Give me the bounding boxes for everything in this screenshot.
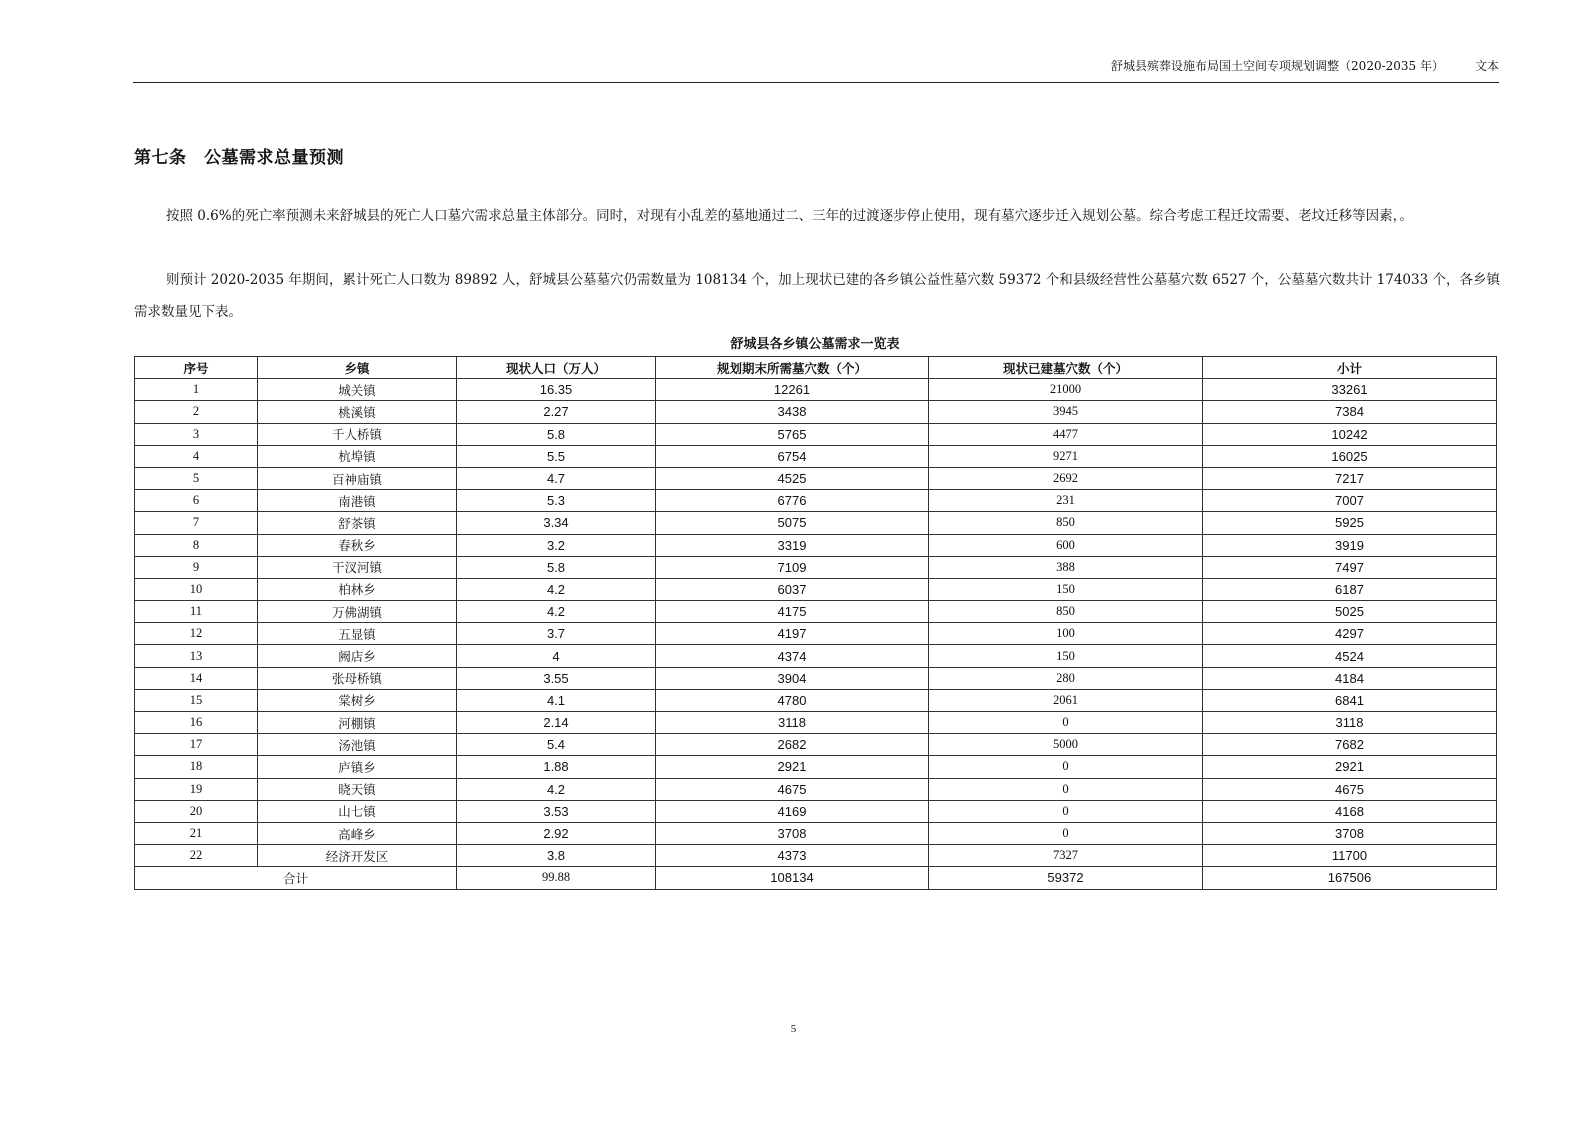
row-subtotal: 7682 xyxy=(1203,734,1497,756)
row-subtotal: 4168 xyxy=(1203,800,1497,822)
row-subtotal: 4184 xyxy=(1203,667,1497,689)
row-required: 4780 xyxy=(656,689,929,711)
row-town: 阙店乡 xyxy=(258,645,457,667)
row-town: 城关镇 xyxy=(258,379,457,401)
row-town: 棠树乡 xyxy=(258,689,457,711)
row-subtotal: 5925 xyxy=(1203,512,1497,534)
row-index: 4 xyxy=(135,445,258,467)
table-row xyxy=(135,401,1497,423)
header-title: 舒城县殡葬设施布局国土空间专项规划调整（2020-2035 年） xyxy=(1111,59,1444,73)
row-population: 4.2 xyxy=(457,601,656,623)
row-required: 5075 xyxy=(656,512,929,534)
table-row xyxy=(135,667,1497,689)
table-header-row xyxy=(135,357,1497,379)
row-population: 4.7 xyxy=(457,467,656,489)
row-existing: 3945 xyxy=(929,401,1203,423)
row-town: 舒茶镇 xyxy=(258,512,457,534)
row-town: 山七镇 xyxy=(258,800,457,822)
row-population: 4 xyxy=(457,645,656,667)
row-existing: 21000 xyxy=(929,379,1203,401)
row-existing: 7327 xyxy=(929,845,1203,867)
row-index: 13 xyxy=(135,645,258,667)
row-town: 高峰乡 xyxy=(258,822,457,844)
row-required: 7109 xyxy=(656,556,929,578)
row-town: 桃溪镇 xyxy=(258,401,457,423)
row-population: 5.4 xyxy=(457,734,656,756)
row-existing: 150 xyxy=(929,645,1203,667)
row-required: 5765 xyxy=(656,423,929,445)
row-existing: 100 xyxy=(929,623,1203,645)
row-town: 千人桥镇 xyxy=(258,423,457,445)
row-required: 4169 xyxy=(656,800,929,822)
row-population: 5.3 xyxy=(457,490,656,512)
row-subtotal: 7217 xyxy=(1203,467,1497,489)
row-subtotal: 4675 xyxy=(1203,778,1497,800)
row-subtotal: 3708 xyxy=(1203,822,1497,844)
row-population: 5.5 xyxy=(457,445,656,467)
header-cell-population: 现状人口（万人） xyxy=(457,357,656,379)
table-row xyxy=(135,623,1497,645)
table-row xyxy=(135,512,1497,534)
total-existing: 59372 xyxy=(929,867,1203,889)
row-existing: 150 xyxy=(929,578,1203,600)
row-population: 16.35 xyxy=(457,379,656,401)
row-town: 万佛湖镇 xyxy=(258,601,457,623)
paragraph-1: 按照 0.6%的死亡率预测未来舒城县的死亡人口墓穴需求总量主体部分。同时，对现有小乱差的墓地通过二、三年的过渡逐步停止使用，现有墓穴逐步迁入规划公墓。综合考虑工程迁坟需要、老坟迁移等因素，。 xyxy=(166,208,1413,224)
row-existing: 0 xyxy=(929,778,1203,800)
row-population: 3.34 xyxy=(457,512,656,534)
row-index: 1 xyxy=(135,379,258,401)
row-population: 3.2 xyxy=(457,534,656,556)
row-required: 6037 xyxy=(656,578,929,600)
row-required: 3319 xyxy=(656,534,929,556)
page-number: 5 xyxy=(790,1023,797,1035)
row-population: 2.92 xyxy=(457,822,656,844)
row-town: 张母桥镇 xyxy=(258,667,457,689)
row-index: 3 xyxy=(135,423,258,445)
row-subtotal: 11700 xyxy=(1203,845,1497,867)
row-required: 4373 xyxy=(656,845,929,867)
table-row xyxy=(135,756,1497,778)
row-required: 3708 xyxy=(656,822,929,844)
row-index: 21 xyxy=(135,822,258,844)
row-town: 晓天镇 xyxy=(258,778,457,800)
row-subtotal: 7497 xyxy=(1203,556,1497,578)
row-population: 5.8 xyxy=(457,556,656,578)
row-index: 10 xyxy=(135,578,258,600)
row-population: 3.8 xyxy=(457,845,656,867)
row-subtotal: 10242 xyxy=(1203,423,1497,445)
table-row xyxy=(135,734,1497,756)
row-required: 3904 xyxy=(656,667,929,689)
total-label: 合计 xyxy=(135,867,457,889)
row-existing: 231 xyxy=(929,490,1203,512)
table-row xyxy=(135,645,1497,667)
row-town: 柏林乡 xyxy=(258,578,457,600)
row-subtotal: 4297 xyxy=(1203,623,1497,645)
row-existing: 280 xyxy=(929,667,1203,689)
row-subtotal: 2921 xyxy=(1203,756,1497,778)
table-total-row xyxy=(135,867,1497,889)
row-index: 6 xyxy=(135,490,258,512)
row-index: 15 xyxy=(135,689,258,711)
row-town: 百神庙镇 xyxy=(258,467,457,489)
row-required: 2682 xyxy=(656,734,929,756)
row-town: 春秋乡 xyxy=(258,534,457,556)
page-header xyxy=(133,56,1499,83)
row-town: 汤池镇 xyxy=(258,734,457,756)
paragraph-2: 则预计 2020-2035 年期间，累计死亡人口数为 89892 人，舒城县公墓墓穴仍需数量为 108134 个，加上现状已建的各乡镇公益性墓穴数 59372 个和县级经营性公墓墓穴数 6527 个，公墓墓穴数共计 174033 个，各乡镇需求数量见下表。 xyxy=(134,272,1500,320)
table-row xyxy=(135,778,1497,800)
row-town: 河棚镇 xyxy=(258,712,457,734)
row-population: 4.2 xyxy=(457,578,656,600)
table-row xyxy=(135,379,1497,401)
header-cell-existing: 现状已建墓穴数（个） xyxy=(929,357,1203,379)
table-row xyxy=(135,467,1497,489)
row-population: 2.27 xyxy=(457,401,656,423)
row-existing: 388 xyxy=(929,556,1203,578)
row-town: 经济开发区 xyxy=(258,845,457,867)
header-cell-index: 序号 xyxy=(135,357,258,379)
row-subtotal: 3919 xyxy=(1203,534,1497,556)
row-population: 4.2 xyxy=(457,778,656,800)
header-cell-required: 规划期末所需墓穴数（个） xyxy=(656,357,929,379)
row-town: 南港镇 xyxy=(258,490,457,512)
row-required: 4675 xyxy=(656,778,929,800)
row-subtotal: 3118 xyxy=(1203,712,1497,734)
demand-table xyxy=(134,356,1497,890)
row-subtotal: 4524 xyxy=(1203,645,1497,667)
table-row xyxy=(135,845,1497,867)
row-existing: 2061 xyxy=(929,689,1203,711)
row-required: 12261 xyxy=(656,379,929,401)
table-row xyxy=(135,556,1497,578)
row-required: 4197 xyxy=(656,623,929,645)
row-subtotal: 7384 xyxy=(1203,401,1497,423)
row-index: 16 xyxy=(135,712,258,734)
row-index: 22 xyxy=(135,845,258,867)
table-row xyxy=(135,445,1497,467)
row-required: 4374 xyxy=(656,645,929,667)
row-subtotal: 5025 xyxy=(1203,601,1497,623)
row-existing: 9271 xyxy=(929,445,1203,467)
row-subtotal: 7007 xyxy=(1203,490,1497,512)
row-population: 2.14 xyxy=(457,712,656,734)
table-row xyxy=(135,423,1497,445)
row-index: 9 xyxy=(135,556,258,578)
table-row xyxy=(135,689,1497,711)
table-row xyxy=(135,534,1497,556)
row-required: 3118 xyxy=(656,712,929,734)
row-required: 6776 xyxy=(656,490,929,512)
row-index: 5 xyxy=(135,467,258,489)
total-required: 108134 xyxy=(656,867,929,889)
row-index: 20 xyxy=(135,800,258,822)
row-subtotal: 16025 xyxy=(1203,445,1497,467)
table-row xyxy=(135,578,1497,600)
row-required: 2921 xyxy=(656,756,929,778)
table-row xyxy=(135,490,1497,512)
row-index: 2 xyxy=(135,401,258,423)
row-population: 4.1 xyxy=(457,689,656,711)
row-population: 5.8 xyxy=(457,423,656,445)
table-row xyxy=(135,800,1497,822)
row-existing: 850 xyxy=(929,512,1203,534)
row-subtotal: 6841 xyxy=(1203,689,1497,711)
row-town: 杭埠镇 xyxy=(258,445,457,467)
header-cell-town: 乡镇 xyxy=(258,357,457,379)
row-town: 干汊河镇 xyxy=(258,556,457,578)
row-required: 6754 xyxy=(656,445,929,467)
total-population: 99.88 xyxy=(457,867,656,889)
row-subtotal: 33261 xyxy=(1203,379,1497,401)
table-body xyxy=(135,379,1497,867)
row-index: 11 xyxy=(135,601,258,623)
table-row xyxy=(135,712,1497,734)
row-index: 17 xyxy=(135,734,258,756)
row-existing: 850 xyxy=(929,601,1203,623)
row-required: 3438 xyxy=(656,401,929,423)
row-subtotal: 6187 xyxy=(1203,578,1497,600)
row-town: 庐镇乡 xyxy=(258,756,457,778)
table-row xyxy=(135,822,1497,844)
total-subtotal: 167506 xyxy=(1203,867,1497,889)
row-index: 19 xyxy=(135,778,258,800)
row-existing: 4477 xyxy=(929,423,1203,445)
row-existing: 0 xyxy=(929,800,1203,822)
row-population: 3.55 xyxy=(457,667,656,689)
row-population: 3.7 xyxy=(457,623,656,645)
row-population: 3.53 xyxy=(457,800,656,822)
table-row xyxy=(135,601,1497,623)
article-title: 第七条 公墓需求总量预测 xyxy=(134,148,344,168)
row-index: 7 xyxy=(135,512,258,534)
header-cell-subtotal: 小计 xyxy=(1203,357,1497,379)
row-index: 14 xyxy=(135,667,258,689)
row-required: 4525 xyxy=(656,467,929,489)
row-existing: 2692 xyxy=(929,467,1203,489)
row-existing: 5000 xyxy=(929,734,1203,756)
table-caption: 舒城县各乡镇公墓需求一览表 xyxy=(730,337,900,352)
header-tag: 文本 xyxy=(1474,59,1499,73)
row-existing: 0 xyxy=(929,712,1203,734)
row-existing: 0 xyxy=(929,822,1203,844)
row-town: 五显镇 xyxy=(258,623,457,645)
row-required: 4175 xyxy=(656,601,929,623)
row-index: 18 xyxy=(135,756,258,778)
row-population: 1.88 xyxy=(457,756,656,778)
row-index: 8 xyxy=(135,534,258,556)
row-index: 12 xyxy=(135,623,258,645)
row-existing: 0 xyxy=(929,756,1203,778)
row-existing: 600 xyxy=(929,534,1203,556)
